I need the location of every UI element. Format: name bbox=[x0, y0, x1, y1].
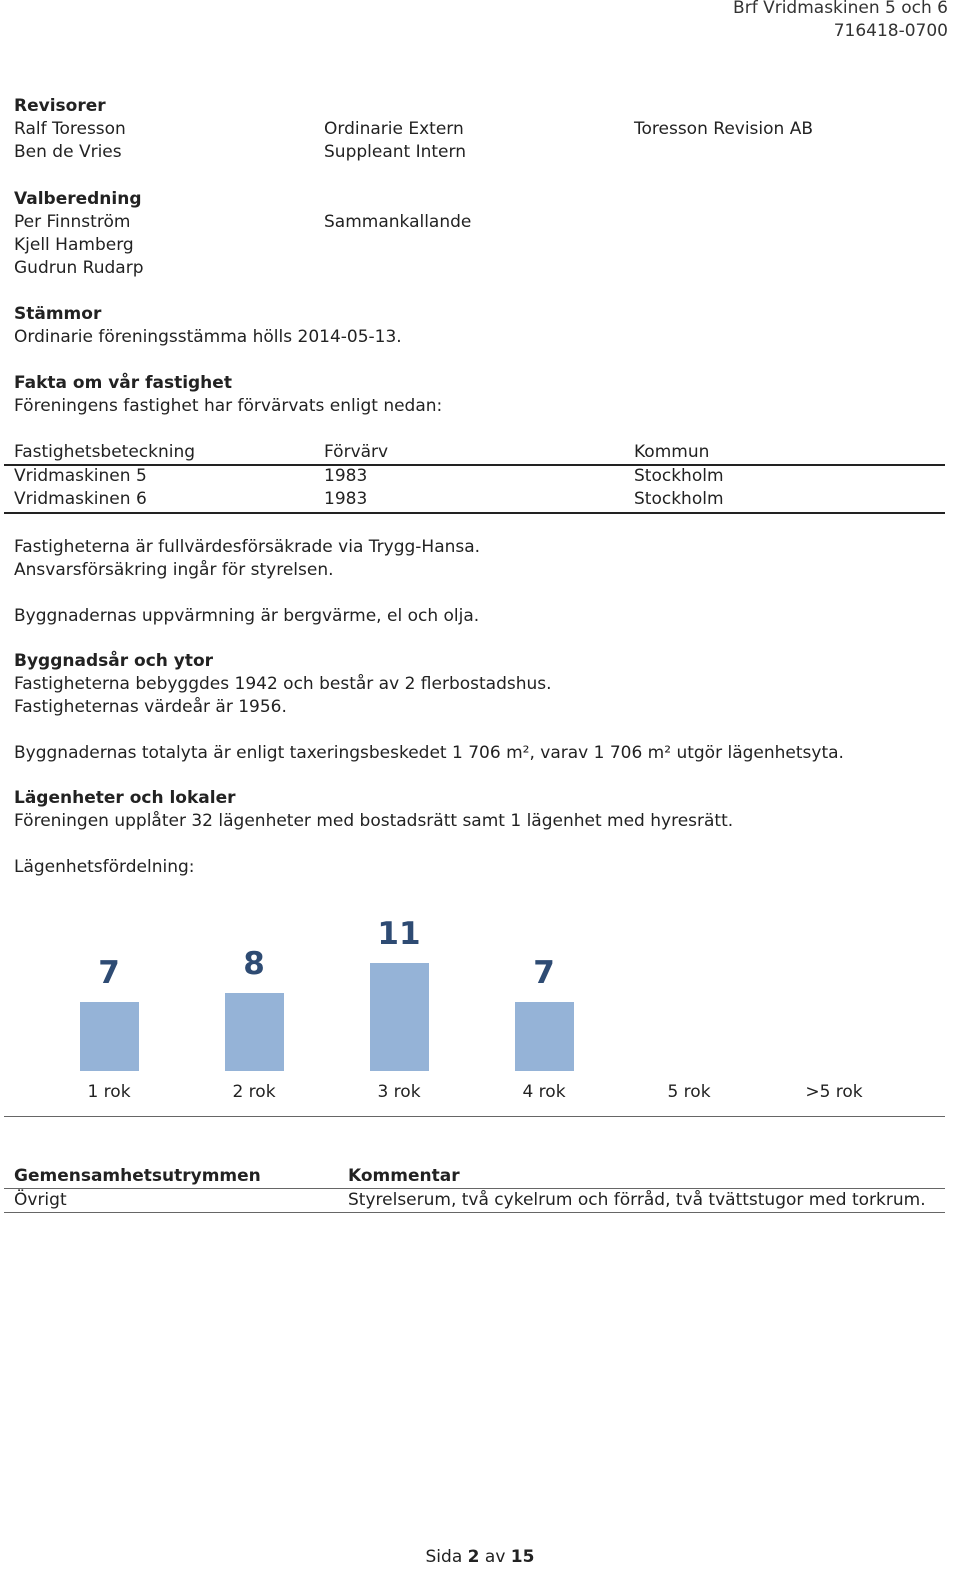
stammor-heading: Stämmor bbox=[14, 304, 102, 324]
footer-total: 15 bbox=[510, 1547, 535, 1567]
distribution-label: Lägenhetsfördelning: bbox=[14, 857, 195, 877]
common-table-header: Gemensamhetsutrymmen bbox=[14, 1166, 261, 1186]
chart-category-label: 3 rok bbox=[377, 1082, 421, 1102]
footer-middle: av bbox=[484, 1547, 506, 1567]
chart-bar bbox=[370, 963, 429, 1071]
valberedning-role: Sammankallande bbox=[324, 212, 472, 232]
valberedning-heading: Valberedning bbox=[14, 189, 142, 209]
table-rule bbox=[4, 512, 945, 514]
heating-text: Byggnadernas uppvärmning är bergvärme, el och olja. bbox=[14, 606, 480, 626]
chart-bar bbox=[515, 1002, 574, 1071]
fakta-intro: Föreningens fastighet har förvärvats enligt nedan: bbox=[14, 396, 443, 416]
chart-category-label: 1 rok bbox=[87, 1082, 131, 1102]
property-cell: Stockholm bbox=[634, 466, 724, 486]
property-cell: 1983 bbox=[324, 466, 368, 486]
property-table-header: Kommun bbox=[634, 442, 710, 462]
chart-baseline-rule bbox=[4, 1116, 945, 1117]
revisor-role: Suppleant Intern bbox=[324, 142, 466, 162]
byggnad-text: Fastigheternas värdeår är 1956. bbox=[14, 697, 287, 717]
insurance-text: Fastigheterna är fullvärdesförsäkrade via Trygg-Hansa. bbox=[14, 537, 481, 557]
byggnad-heading: Byggnadsår och ytor bbox=[14, 651, 214, 671]
chart-category-label: 2 rok bbox=[232, 1082, 276, 1102]
valberedning-name: Per Finnström bbox=[14, 212, 131, 232]
revisor-name: Ralf Toresson bbox=[14, 119, 126, 139]
footer-prefix: Sida bbox=[425, 1547, 463, 1567]
lagenheter-text: Föreningen upplåter 32 lägenheter med bostadsrätt samt 1 lägenhet med hyresrätt. bbox=[14, 811, 734, 831]
common-cell: Styrelserum, två cykelrum och förråd, två tvättstugor med torkrum. bbox=[348, 1190, 926, 1210]
header-org-number: 716418-0700 bbox=[833, 21, 948, 41]
property-cell: 1983 bbox=[324, 489, 368, 509]
footer-page: 2 bbox=[467, 1547, 480, 1567]
property-table-header: Förvärv bbox=[324, 442, 389, 462]
table-rule bbox=[4, 1212, 945, 1213]
revisor-name: Ben de Vries bbox=[14, 142, 122, 162]
chart-value-label: 7 bbox=[98, 955, 120, 991]
revisor-role: Ordinarie Extern bbox=[324, 119, 464, 139]
stammor-text: Ordinarie föreningsstämma hölls 2014-05-13. bbox=[14, 327, 402, 347]
property-cell: Vridmaskinen 6 bbox=[14, 489, 147, 509]
chart-bar bbox=[225, 993, 284, 1071]
chart-category-label: 5 rok bbox=[667, 1082, 711, 1102]
chart-bar bbox=[80, 1002, 139, 1071]
area-text: Byggnadernas totalyta är enligt taxeringsbeskedet 1 706 m², varav 1 706 m² utgör lägenhetsyta. bbox=[14, 743, 844, 763]
chart-category-label: >5 rok bbox=[805, 1082, 863, 1102]
valberedning-name: Kjell Hamberg bbox=[14, 235, 134, 255]
common-table-header: Kommentar bbox=[348, 1166, 460, 1186]
chart-value-label: 8 bbox=[243, 946, 265, 982]
valberedning-name: Gudrun Rudarp bbox=[14, 258, 144, 278]
property-cell: Stockholm bbox=[634, 489, 724, 509]
byggnad-text: Fastigheterna bebyggdes 1942 och består av 2 flerbostadshus. bbox=[14, 674, 552, 694]
common-cell: Övrigt bbox=[14, 1190, 67, 1210]
revisorer-heading: Revisorer bbox=[14, 96, 106, 116]
page-footer bbox=[0, 1546, 960, 1569]
header-org-name: Brf Vridmaskinen 5 och 6 bbox=[733, 0, 948, 18]
revisor-firm: Toresson Revision AB bbox=[634, 119, 814, 139]
chart-category-label: 4 rok bbox=[522, 1082, 566, 1102]
property-cell: Vridmaskinen 5 bbox=[14, 466, 147, 486]
insurance-text: Ansvarsförsäkring ingår för styrelsen. bbox=[14, 560, 334, 580]
chart-value-label: 11 bbox=[377, 916, 421, 952]
lagenheter-heading: Lägenheter och lokaler bbox=[14, 788, 236, 808]
fakta-heading: Fakta om vår fastighet bbox=[14, 373, 232, 393]
property-table-header: Fastighetsbeteckning bbox=[14, 442, 196, 462]
chart-value-label: 7 bbox=[533, 955, 555, 991]
